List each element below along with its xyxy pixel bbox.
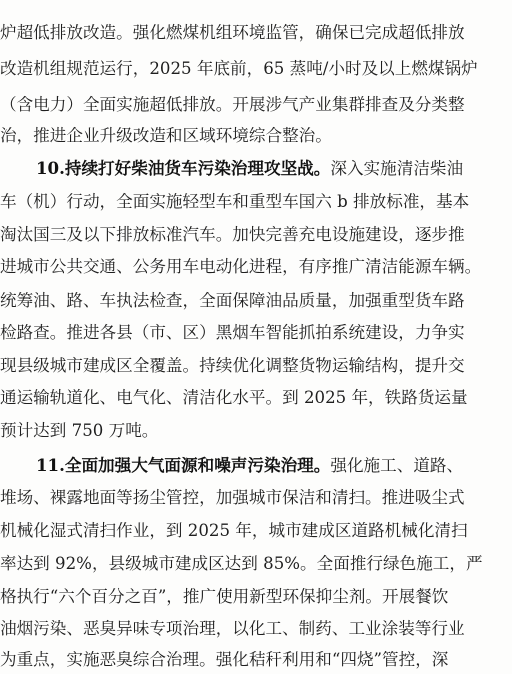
text-line: （含电力）全面实施超低排放。开展涉气产业集群排查及分类整 bbox=[0, 95, 465, 114]
text-line: 治，推进企业升级改造和区域环境综合整治。 bbox=[0, 126, 332, 145]
text-line: 现县级城市建成区全覆盖。持续优化调整货物运输结构，提升交 bbox=[0, 356, 465, 375]
text-line: 机械化湿式清扫作业，到 2025 年，城市建成区道路机械化清扫 bbox=[0, 521, 468, 540]
text-line: 为重点，实施恶臭综合治理。强化秸秆利用和“四烧”管控，深 bbox=[0, 650, 449, 669]
text-line: 预计达到 750 万吨。 bbox=[0, 421, 159, 440]
text-line: 格执行“六个百分之百”，推广使用新型环保抑尘剂。开展餐饮 bbox=[0, 587, 449, 606]
section-10-heading-line: 10.持续打好柴油货车污染治理攻坚战。深入实施清洁柴油 bbox=[36, 158, 464, 178]
section-11-heading: 11.全面加强大气面源和噪声污染治理。 bbox=[36, 455, 331, 475]
text-line: 淘汰国三及以下排放标准汽车。加快完善充电设施建设，逐步推 bbox=[0, 225, 465, 244]
text-line: 油烟污染、恶臭异味专项治理，以化工、制药、工业涂装等行业 bbox=[0, 619, 465, 638]
text-line: 炉超低排放改造。强化燃煤机组环境监管，确保已完成超低排放 bbox=[0, 23, 465, 42]
text-line: 率达到 92%，县级城市建成区达到 85%。全面推行绿色施工，严 bbox=[0, 554, 483, 573]
text-line: 堆场、裸露地面等扬尘管控，加强城市保洁和清扫。推进吸尘式 bbox=[0, 488, 465, 507]
text-line: 通运输轨道化、电气化、清洁化水平。到 2025 年，铁路货运量 bbox=[0, 388, 468, 407]
text-line: 检路查。推进各县（市、区）黑烟车智能抓拍系统建设，力争实 bbox=[0, 323, 465, 342]
section-10-heading: 10.持续打好柴油货车污染治理攻坚战。 bbox=[36, 158, 331, 178]
text-line: 进城市公共交通、公务用车电动化进程，有序推广清洁能源车辆。 bbox=[0, 257, 482, 276]
text-line: 车（机）行动，全面实施轻型车和重型车国六 b 排放标准，基本 bbox=[0, 192, 470, 211]
text-line: 统筹油、路、车执法检查，全面保障油品质量，加强重型货车路 bbox=[0, 291, 465, 310]
section-11-heading-line: 11.全面加强大气面源和噪声污染治理。强化施工、道路、 bbox=[36, 455, 464, 475]
text-line: 改造机组规范运行，2025 年底前，65 蒸吨/小时及以上燃煤锅炉 bbox=[0, 59, 478, 78]
